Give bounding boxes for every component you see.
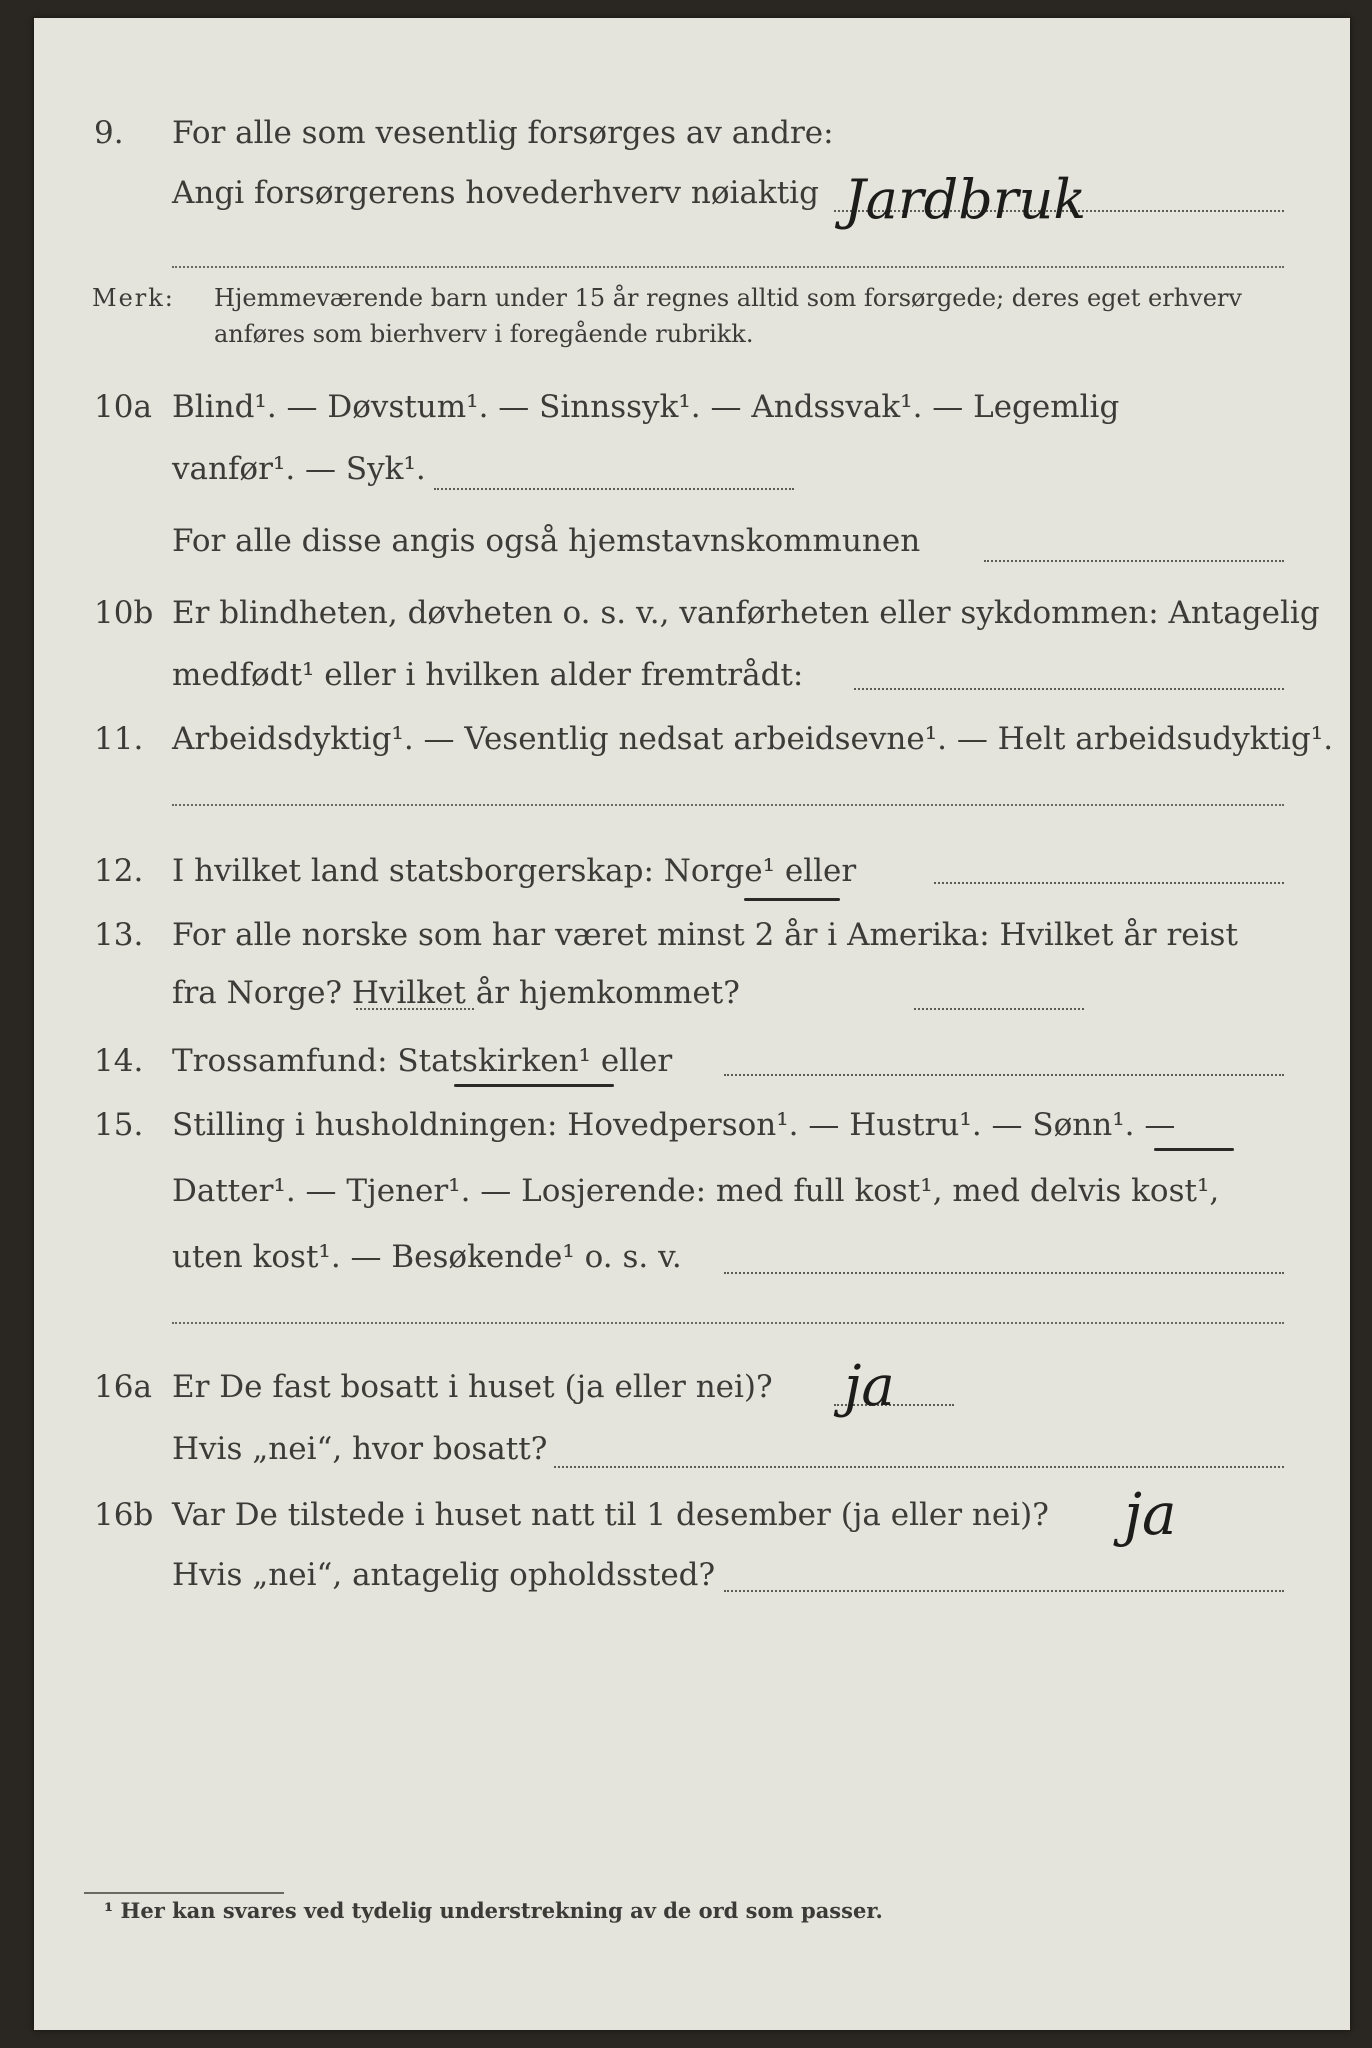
question-15	[34, 1102, 1350, 1148]
question-16a	[34, 1364, 1350, 1410]
handwritten-answer: Jardbruk	[844, 168, 1087, 231]
underline-mark	[744, 898, 840, 901]
divider	[172, 266, 1284, 268]
question-number: 10b	[94, 595, 154, 631]
divider	[172, 804, 1284, 806]
question-13	[34, 912, 1350, 958]
underline-mark	[1154, 1148, 1234, 1151]
question-text: Er blindheten, døvheten o. s. v., vanførheten eller sykdommen: Antagelig	[172, 595, 1320, 631]
question-12	[34, 848, 1350, 894]
answer-field-dots	[724, 1272, 1284, 1274]
question-text: vanfør¹. — Syk¹.	[172, 451, 426, 487]
answer-field-dots	[554, 1466, 1284, 1468]
question-text: Stilling i husholdningen: Hovedperson¹. — Hustru¹. — Sønn¹. —	[172, 1107, 1176, 1143]
answer-field-dots	[434, 488, 794, 490]
question-text: Trossamfund: Statskirken¹ eller	[172, 1043, 673, 1079]
question-15-line2	[34, 1168, 1350, 1214]
question-number: 12.	[94, 853, 144, 889]
merk-text-1: Hjemmeværende barn under 15 år regnes alltid som forsørgede; deres eget erhverv	[214, 284, 1242, 312]
question-number: 13.	[94, 917, 144, 953]
question-number: 11.	[94, 721, 144, 757]
question-text: Angi forsørgerens hovederhverv nøiaktig	[172, 175, 819, 211]
census-form-page	[34, 18, 1350, 2030]
handwritten-answer: ja	[844, 1354, 895, 1419]
merk-label: Merk:	[92, 284, 175, 312]
underline-mark	[454, 1084, 614, 1087]
question-text: I hvilket land statsborgerskap: Norge¹ eller	[172, 853, 857, 889]
merk-text-2: anføres som bierhverv i foregående rubrikk.	[214, 320, 754, 348]
question-10b-line2	[34, 652, 1350, 698]
question-10a-line3	[34, 518, 1350, 564]
question-13-line2	[34, 970, 1350, 1016]
footnote: ¹ Her kan svares ved tydelig understrekning av de ord som passer.	[104, 1898, 883, 1923]
question-text: medfødt¹ eller i hvilken alder fremtrådt:	[172, 657, 804, 693]
answer-field-dots	[914, 1008, 1084, 1010]
question-number: 16b	[94, 1497, 154, 1533]
question-text: uten kost¹. — Besøkende¹ o. s. v.	[172, 1239, 682, 1275]
question-number: 14.	[94, 1043, 144, 1079]
answer-field-dots	[934, 882, 1284, 884]
question-text: Datter¹. — Tjener¹. — Losjerende: med full kost¹, med delvis kost¹,	[172, 1173, 1220, 1209]
question-number: 10a	[94, 389, 152, 425]
question-10b	[34, 590, 1350, 636]
question-text: For alle som vesentlig forsørges av andre:	[172, 115, 834, 151]
question-text: fra Norge? Hvilket år hjemkommet?	[172, 975, 740, 1011]
footnote-rule	[84, 1892, 284, 1894]
question-text: Blind¹. — Døvstum¹. — Sinnssyk¹. — Andssvak¹. — Legemlig	[172, 389, 1120, 425]
divider	[172, 1322, 1284, 1324]
answer-field-dots	[984, 560, 1284, 562]
question-11	[34, 716, 1350, 762]
answer-field-dots	[724, 1074, 1284, 1076]
handwritten-answer: ja	[1124, 1480, 1177, 1548]
question-text: Arbeidsdyktig¹. — Vesentlig nedsat arbeidsevne¹. — Helt arbeidsudyktig¹.	[172, 721, 1334, 757]
question-text: Er De fast bosatt i huset (ja eller nei)?	[172, 1369, 773, 1405]
question-10a	[34, 384, 1350, 430]
question-10a-line2	[34, 446, 1350, 492]
question-number: 15.	[94, 1107, 144, 1143]
answer-field-dots	[854, 688, 1284, 690]
question-number: 9.	[94, 115, 124, 151]
question-text: For alle disse angis også hjemstavnskommunen	[172, 523, 921, 559]
question-text: Hvis „nei“, antagelig opholdssted?	[172, 1557, 716, 1593]
question-text: Var De tilstede i huset natt til 1 desember (ja eller nei)?	[172, 1497, 1049, 1533]
question-14	[34, 1038, 1350, 1084]
answer-field-dots	[356, 1008, 474, 1010]
question-number: 16a	[94, 1369, 152, 1405]
question-9	[34, 110, 1350, 156]
question-text: Hvis „nei“, hvor bosatt?	[172, 1431, 548, 1467]
merk-note	[34, 280, 1350, 352]
answer-field-dots	[724, 1590, 1284, 1592]
question-text: For alle norske som har været minst 2 år i Amerika: Hvilket år reist	[172, 917, 1238, 953]
